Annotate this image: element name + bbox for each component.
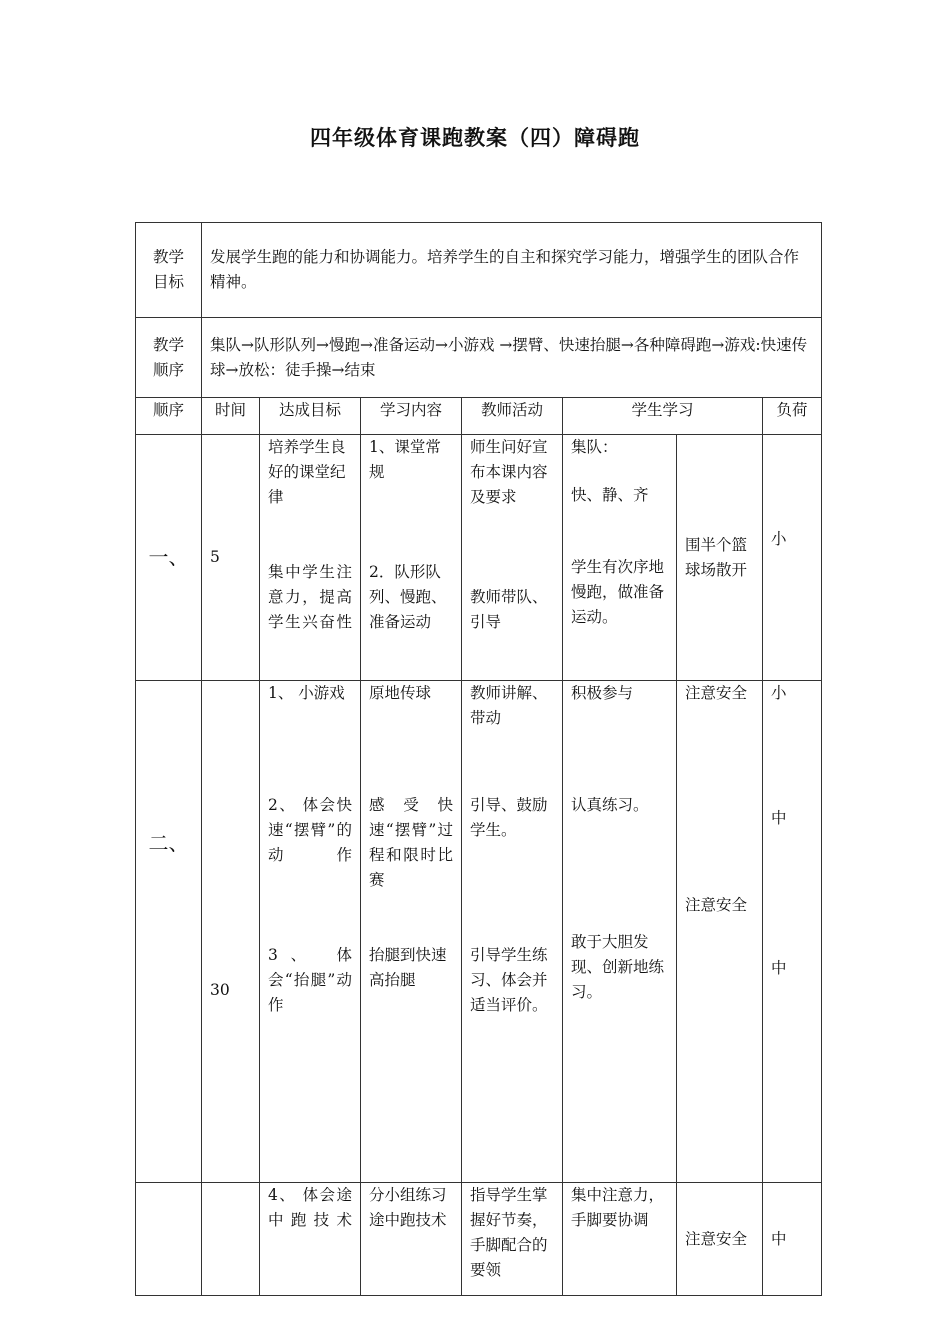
lesson-plan-table — [135, 222, 822, 1296]
part3-student: 集中注意力，手脚要协调 — [563, 1183, 677, 1296]
part2-goal: 1、 小游戏 2、 体会快速“摆臂”的动作 3、 体会“抬腿”动作 — [260, 681, 361, 1183]
part2-student: 积极参与 认真练习。 敢于大胆发现、创新地练习。 — [563, 681, 677, 1183]
part3-order — [136, 1183, 202, 1296]
page-title: 四年级体育课跑教案（四）障碍跑 — [310, 125, 640, 150]
part2-time: 30 — [202, 681, 260, 1183]
sequence-text: 集队→队形队列→慢跑→准备运动→小游戏 →摆臂、快速抬腿→各种障碍跑→游戏:快速传球→放松：徒手操→结束 — [202, 318, 822, 398]
part1-time: 5 — [202, 435, 260, 681]
part2-teacher: 教师讲解、带动 引导、鼓励学生。 引导学生练习、体会并适当评价。 — [462, 681, 563, 1183]
goal-row — [136, 223, 822, 318]
part2-load: 小 中 中 — [763, 681, 822, 1183]
part2-content: 原地传球 感受快速“摆臂”过程和限时比赛 抬腿到快速高抬腿 — [361, 681, 462, 1183]
part3-row — [136, 1183, 822, 1296]
part1-load: 小 — [763, 435, 822, 681]
part3-content: 分小组练习途中跑技术 — [361, 1183, 462, 1296]
goal-label: 教学 目标 — [136, 223, 202, 318]
header-teacher: 教师活动 — [462, 398, 563, 435]
header-content: 学习内容 — [361, 398, 462, 435]
goal-text: 发展学生跑的能力和协调能力。培养学生的自主和探究学习能力，增强学生的团队合作精神。 — [202, 223, 822, 318]
header-row — [136, 398, 822, 435]
part3-teacher: 指导学生掌握好节奏，手脚配合的要领 — [462, 1183, 563, 1296]
part1-order: 一、 — [136, 435, 202, 681]
part1-goal: 培养学生良好的课堂纪律 集中学生注意力，提高学生兴奋性 — [260, 435, 361, 681]
part3-time — [202, 1183, 260, 1296]
part3-load: 中 — [763, 1183, 822, 1296]
part1-content: 1、课堂常规 2．队形队列、慢跑、准备运动 — [361, 435, 462, 681]
header-load: 负荷 — [763, 398, 822, 435]
part2-row — [136, 681, 822, 1183]
part3-note: 注意安全 — [677, 1183, 763, 1296]
header-goal: 达成目标 — [260, 398, 361, 435]
part1-student: 集队： 快、静、齐 学生有次序地慢跑，做准备运动。 — [563, 435, 677, 681]
part2-order: 二、 — [136, 681, 202, 1183]
header-student: 学生学习 — [563, 398, 763, 435]
part1-row — [136, 435, 822, 681]
part1-teacher: 师生问好宣布本课内容及要求 教师带队、引导 — [462, 435, 563, 681]
header-order: 顺序 — [136, 398, 202, 435]
header-time: 时间 — [202, 398, 260, 435]
part3-goal: 4、 体会途中跑技术 — [260, 1183, 361, 1296]
sequence-row — [136, 318, 822, 398]
part2-note: 注意安全 注意安全 — [677, 681, 763, 1183]
part1-note: 围半个篮球场散开 — [677, 435, 763, 681]
sequence-label: 教学 顺序 — [136, 318, 202, 398]
